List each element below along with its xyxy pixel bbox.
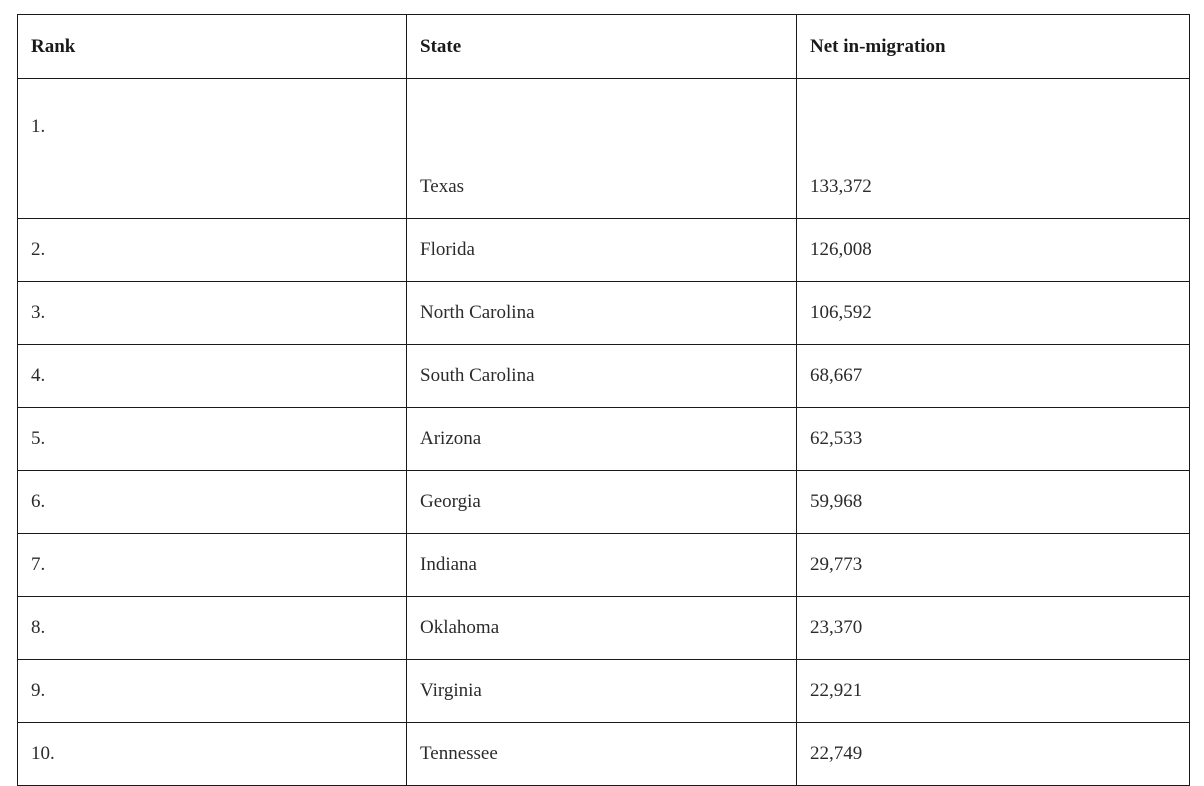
state-cell: Arizona (407, 408, 797, 471)
rank-cell: 4. (18, 345, 407, 408)
migration-cell: 62,533 (797, 408, 1190, 471)
state-cell: Indiana (407, 534, 797, 597)
table-row (18, 345, 1190, 408)
header-net-in-migration: Net in-migration (797, 15, 1190, 79)
migration-cell: 59,968 (797, 471, 1190, 534)
table-header (18, 15, 1190, 79)
table-row (18, 534, 1190, 597)
migration-cell: 22,749 (797, 723, 1190, 786)
migration-cell: 126,008 (797, 219, 1190, 282)
state-cell: South Carolina (407, 345, 797, 408)
state-cell: Florida (407, 219, 797, 282)
rank-cell: 6. (18, 471, 407, 534)
state-cell: Virginia (407, 660, 797, 723)
migration-cell: 68,667 (797, 345, 1190, 408)
rank-cell: 10. (18, 723, 407, 786)
rank-cell: 2. (18, 219, 407, 282)
migration-cell: 22,921 (797, 660, 1190, 723)
rank-cell: 9. (18, 660, 407, 723)
state-cell: Texas (407, 79, 797, 219)
rank-cell: 3. (18, 282, 407, 345)
header-row (18, 15, 1190, 79)
migration-cell: 23,370 (797, 597, 1190, 660)
state-cell: Georgia (407, 471, 797, 534)
table-row (18, 471, 1190, 534)
table-body (18, 79, 1190, 786)
table-row (18, 408, 1190, 471)
rank-cell: 8. (18, 597, 407, 660)
header-state: State (407, 15, 797, 79)
table-row (18, 723, 1190, 786)
table-row (18, 219, 1190, 282)
migration-cell: 106,592 (797, 282, 1190, 345)
table-row (18, 660, 1190, 723)
migration-cell: 133,372 (797, 79, 1190, 219)
table-row (18, 79, 1190, 219)
migration-cell: 29,773 (797, 534, 1190, 597)
migration-table (17, 14, 1190, 786)
rank-cell: 5. (18, 408, 407, 471)
header-rank: Rank (18, 15, 407, 79)
state-cell: Oklahoma (407, 597, 797, 660)
rank-cell: 1. (18, 79, 407, 219)
state-cell: North Carolina (407, 282, 797, 345)
table-row (18, 282, 1190, 345)
state-cell: Tennessee (407, 723, 797, 786)
table-row (18, 597, 1190, 660)
rank-cell: 7. (18, 534, 407, 597)
